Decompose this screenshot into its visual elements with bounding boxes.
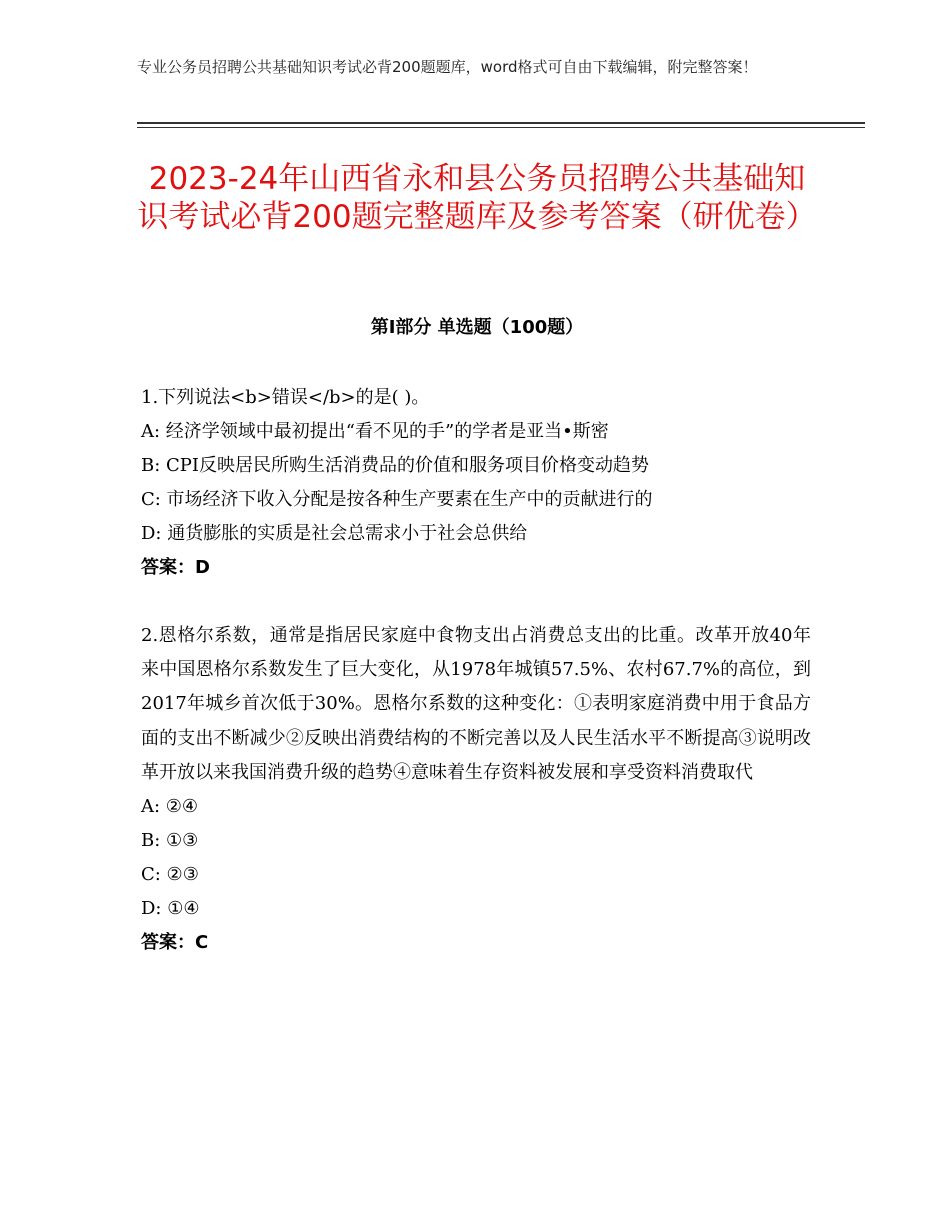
- option-b: B: ①③: [141, 830, 199, 852]
- question-2: [141, 619, 811, 960]
- answer-label: 答案：D: [141, 557, 210, 578]
- section-title: 第Ⅰ部分 单选题（100题）: [370, 317, 584, 338]
- document-title: 2023-24年山西省永和县公务员招聘公共基础知识考试必背200题完整题库及参考答案（研优卷）: [137, 161, 817, 235]
- header-note: 专业公务员招聘公共基础知识考试必背200题题库，word格式可自由下载编辑，附完整答案！: [137, 58, 758, 76]
- option-d: D: 通货膨胀的实质是社会总需求小于社会总供给: [141, 523, 528, 544]
- option-b: B: CPI反映居民所购生活消费品的价值和服务项目价格变动趋势: [141, 455, 650, 476]
- question-1: [141, 381, 811, 585]
- option-c: C: 市场经济下收入分配是按各种生产要素在生产中的贡献进行的: [141, 489, 653, 510]
- question-stem: 1.下列说法<b>错误</b>的是( )。: [141, 387, 430, 408]
- header-divider-thick: [137, 122, 865, 124]
- question-stem: 2.恩格尔系数，通常是指居民家庭中食物支出占消费总支出的比重。改革开放40年来中国恩格尔系数发生了巨大变化，从1978年城镇57.5%、农村67.7%的高位，到2017年城乡首次低于30%。恩格尔系数的这种变化：①表明家庭消费中用于食品方面的支出不断减少②反映出消费结构的不断完善以及人民生活水平不断提高③说明改革开放以来我国消费升级的趋势④意味着生存资料被发展和享受资料消费取代: [141, 625, 811, 783]
- option-d: D: ①④: [141, 898, 200, 920]
- option-a: A: ②④: [141, 796, 199, 818]
- option-a: A: 经济学领域中最初提出“看不见的手”的学者是亚当•斯密: [141, 421, 609, 442]
- answer-label: 答案：C: [141, 932, 209, 954]
- header-divider-thin: [137, 127, 865, 128]
- option-c: C: ②③: [141, 864, 199, 886]
